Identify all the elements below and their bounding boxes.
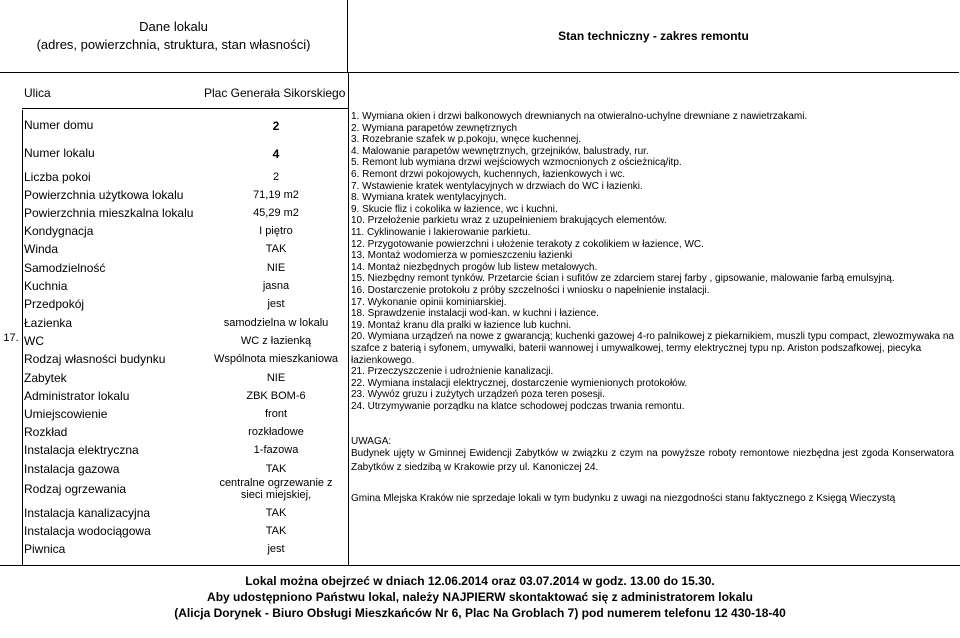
- field-label: Kuchnia: [24, 279, 68, 293]
- work-item: 11. Cyklinowanie i lakierowanie parkietu.: [351, 227, 531, 238]
- work-item: 14. Montaż niezbędnych progów lub listew metalowych.: [351, 261, 598, 273]
- field-label: Liczba pokoi: [24, 170, 91, 184]
- work-item: 7. Wstawienie kratek wentylacyjnych w drzwiach do WC i łazienki.: [351, 180, 643, 192]
- field-value: samodzielna w lokalu: [223, 317, 329, 329]
- field-label: Instalacja wodociągowa: [24, 524, 151, 538]
- street-label: Ulica: [24, 86, 51, 100]
- field-value: 2: [272, 119, 280, 133]
- field-value: NIE: [266, 372, 286, 384]
- field-value: TAK: [265, 463, 287, 475]
- work-item: 22. Wymiana instalacji elektrycznej, dostarczenie wymienionych protokołów.: [351, 377, 688, 389]
- field-label: Piwnica: [24, 542, 66, 556]
- work-item: 21. Przeczyszczenie i udrożnienie kanalizacji.: [351, 366, 554, 378]
- field-value: jest: [267, 543, 285, 555]
- field-label: Przedpokój: [24, 297, 85, 311]
- field-label: Powierzchnia użytkowa lokalu: [24, 188, 184, 202]
- field-value: WC z łazienką: [240, 335, 312, 347]
- field-value: TAK: [265, 243, 287, 255]
- work-item: 10. Przełożenie parkietu wraz z uzupełnieniem brakujących elementów.: [351, 215, 667, 227]
- field-label: Numer domu: [24, 118, 94, 132]
- field-value: jasna: [262, 280, 290, 292]
- field-value: 45,29 m2: [253, 207, 299, 219]
- work-item: szafce z baterią i syfonem, umywalki, baterii wannowej i umywalkowej, termy elektrycznej typu np. Ariston podszafkowej, piecyka: [351, 343, 922, 354]
- work-item: 2. Wymiana parapetów zewnętrznych: [351, 122, 518, 134]
- footer-line1: Lokal można obejrzeć w dniach 12.06.2014 oraz 03.07.2014 w godz. 13.00 do 15.30.: [245, 574, 715, 588]
- field-value: rozkładowe: [248, 426, 304, 438]
- work-item: 16. Dostarczenie protokołu z próby szczelności i wniosku o napełnienie instalacji.: [351, 285, 710, 296]
- field-value: TAK: [265, 525, 287, 537]
- field-value: front: [264, 408, 287, 420]
- work-item: 23. Wywóz gruzu i zużytych urządzeń poza teren posesji.: [351, 389, 605, 401]
- field-label: Winda: [24, 242, 59, 256]
- field-label: Instalacja elektryczna: [24, 443, 139, 457]
- field-label: Umiejscowienie: [24, 407, 108, 421]
- field-label: Rozkład: [24, 425, 68, 439]
- row-number: 17.: [0, 110, 23, 565]
- work-item: 5. Remont lub wymiana drzwi wejściowych wzmocnionych z ościeżnicą/itp.: [351, 157, 682, 169]
- field-label: Powierzchnia mieszkalna lokalu: [24, 206, 194, 220]
- work-item: 24. Utrzymywanie porządku na klatce schodowej podczas trwania remontu.: [351, 401, 685, 412]
- work-item: 18. Sprawdzenie instalacji wod-kan. w kuchni i łazience.: [351, 308, 599, 320]
- field-label: Instalacja kanalizacyjna: [24, 506, 151, 520]
- work-item: 17. Wykonanie opinii kominiarskiej.: [351, 296, 507, 308]
- header-right: [348, 0, 959, 73]
- field-label: WC: [24, 334, 44, 348]
- field-value: jest: [267, 298, 285, 310]
- field-value: 4: [272, 147, 280, 161]
- gmina-note: Gmina Mlejska Kraków nie sprzedaje lokali w tym budynku z uwagi na niezgodności stanu faktycznego z Księgą Wieczystą: [351, 493, 896, 504]
- header-title: Dane lokalu: [139, 19, 208, 34]
- field-label: Rodzaj własności budynku: [24, 352, 166, 366]
- field-value: centralne ogrzewanie z sieci miejskiej,: [219, 477, 333, 501]
- field-label: Samodzielność: [24, 261, 106, 275]
- field-label: Rodzaj ogrzewania: [24, 482, 127, 496]
- field-value: 71,19 m2: [253, 189, 299, 201]
- work-item: 19. Montaż kranu dla pralki w łazience lub kuchni.: [351, 319, 572, 331]
- field-label: Administrator lokalu: [24, 389, 130, 403]
- footer-line2: Aby udostępniono Państwu lokal, należy NAJPIERW skontaktować się z administratorem lokalu: [207, 590, 753, 604]
- header-left: [0, 0, 348, 73]
- work-item: 3. Rozebranie szafek w p.pokoju, wnęce kuchennej.: [351, 134, 582, 146]
- work-item: 1. Wymiana okien i drzwi balkonowych drewnianych na otwieralno-uchylne drewniane z nawietrzakami.: [351, 111, 808, 122]
- uwaga-label: UWAGA:: [351, 436, 392, 447]
- field-label: Kondygnacja: [24, 224, 94, 238]
- field-value: I piętro: [259, 225, 293, 237]
- field-label: Łazienka: [24, 316, 73, 330]
- field-value: Wspólnota mieszkaniowa: [213, 353, 339, 365]
- field-value: NIE: [266, 262, 286, 274]
- work-item: łazienkowego.: [351, 354, 415, 366]
- street-value: Plac Generała Sikorskiego: [204, 86, 346, 100]
- field-value: 2: [272, 171, 280, 183]
- header-right-title: Stan techniczny - zakres remontu: [558, 29, 749, 43]
- work-item: 4. Malowanie parapetów wewnętrznych, grzejników, balustrady, rur.: [351, 145, 649, 157]
- work-item: 15. Niezbędny remont tynków. Przetarcie ścian i sufitów ze zdarciem starej farby , gipsowanie, malowanie farbą emulsyjną.: [351, 273, 895, 285]
- field-value: 1-fazowa: [253, 444, 299, 456]
- field-value: TAK: [265, 507, 287, 519]
- uwaga-text: Budynek ujęty w Gminnej Ewidencji Zabytków w związku z czym na powyższe roboty remontowe niezbędna jest zgoda Konserwatora Zabytków z siedzibą w Krakowie przy ul. Kanoniczej 24.: [351, 448, 954, 473]
- work-item: 8. Wymiana kratek wentylacyjnych.: [351, 192, 507, 204]
- work-item: 9. Skucie fliz i cokolika w łazience, wc i kuchni.: [351, 203, 558, 215]
- work-item: 20. Wymiana urządzeń na nowe z gwarancją; kuchenki gazowej 4-ro palnikowej z piekarnikiem, muszli typu compact, zlewozmywaka na: [351, 331, 954, 343]
- field-label: Zabytek: [24, 371, 67, 385]
- work-item: 12. Przygotowanie powierzchni i ułożenie terakoty z cokolikiem w łazience, WC.: [351, 238, 704, 250]
- header-subtitle: (adres, powierzchnia, struktura, stan własności): [36, 37, 311, 52]
- work-item: 13. Montaż wodomierza w pomieszczeniu łazienki: [351, 250, 573, 262]
- field-label: Instalacja gazowa: [24, 462, 120, 476]
- field-label: Numer lokalu: [24, 146, 95, 160]
- work-item: 6. Remont drzwi pokojowych, kuchennych, łazienkowych i wc.: [351, 169, 626, 180]
- footer-line3: (Alicja Dorynek - Biuro Obsługi Mieszkańców Nr 6, Plac Na Groblach 7) pod numerem telefonu 12 430-18-40: [174, 606, 786, 620]
- field-value: ZBK BOM-6: [246, 390, 306, 402]
